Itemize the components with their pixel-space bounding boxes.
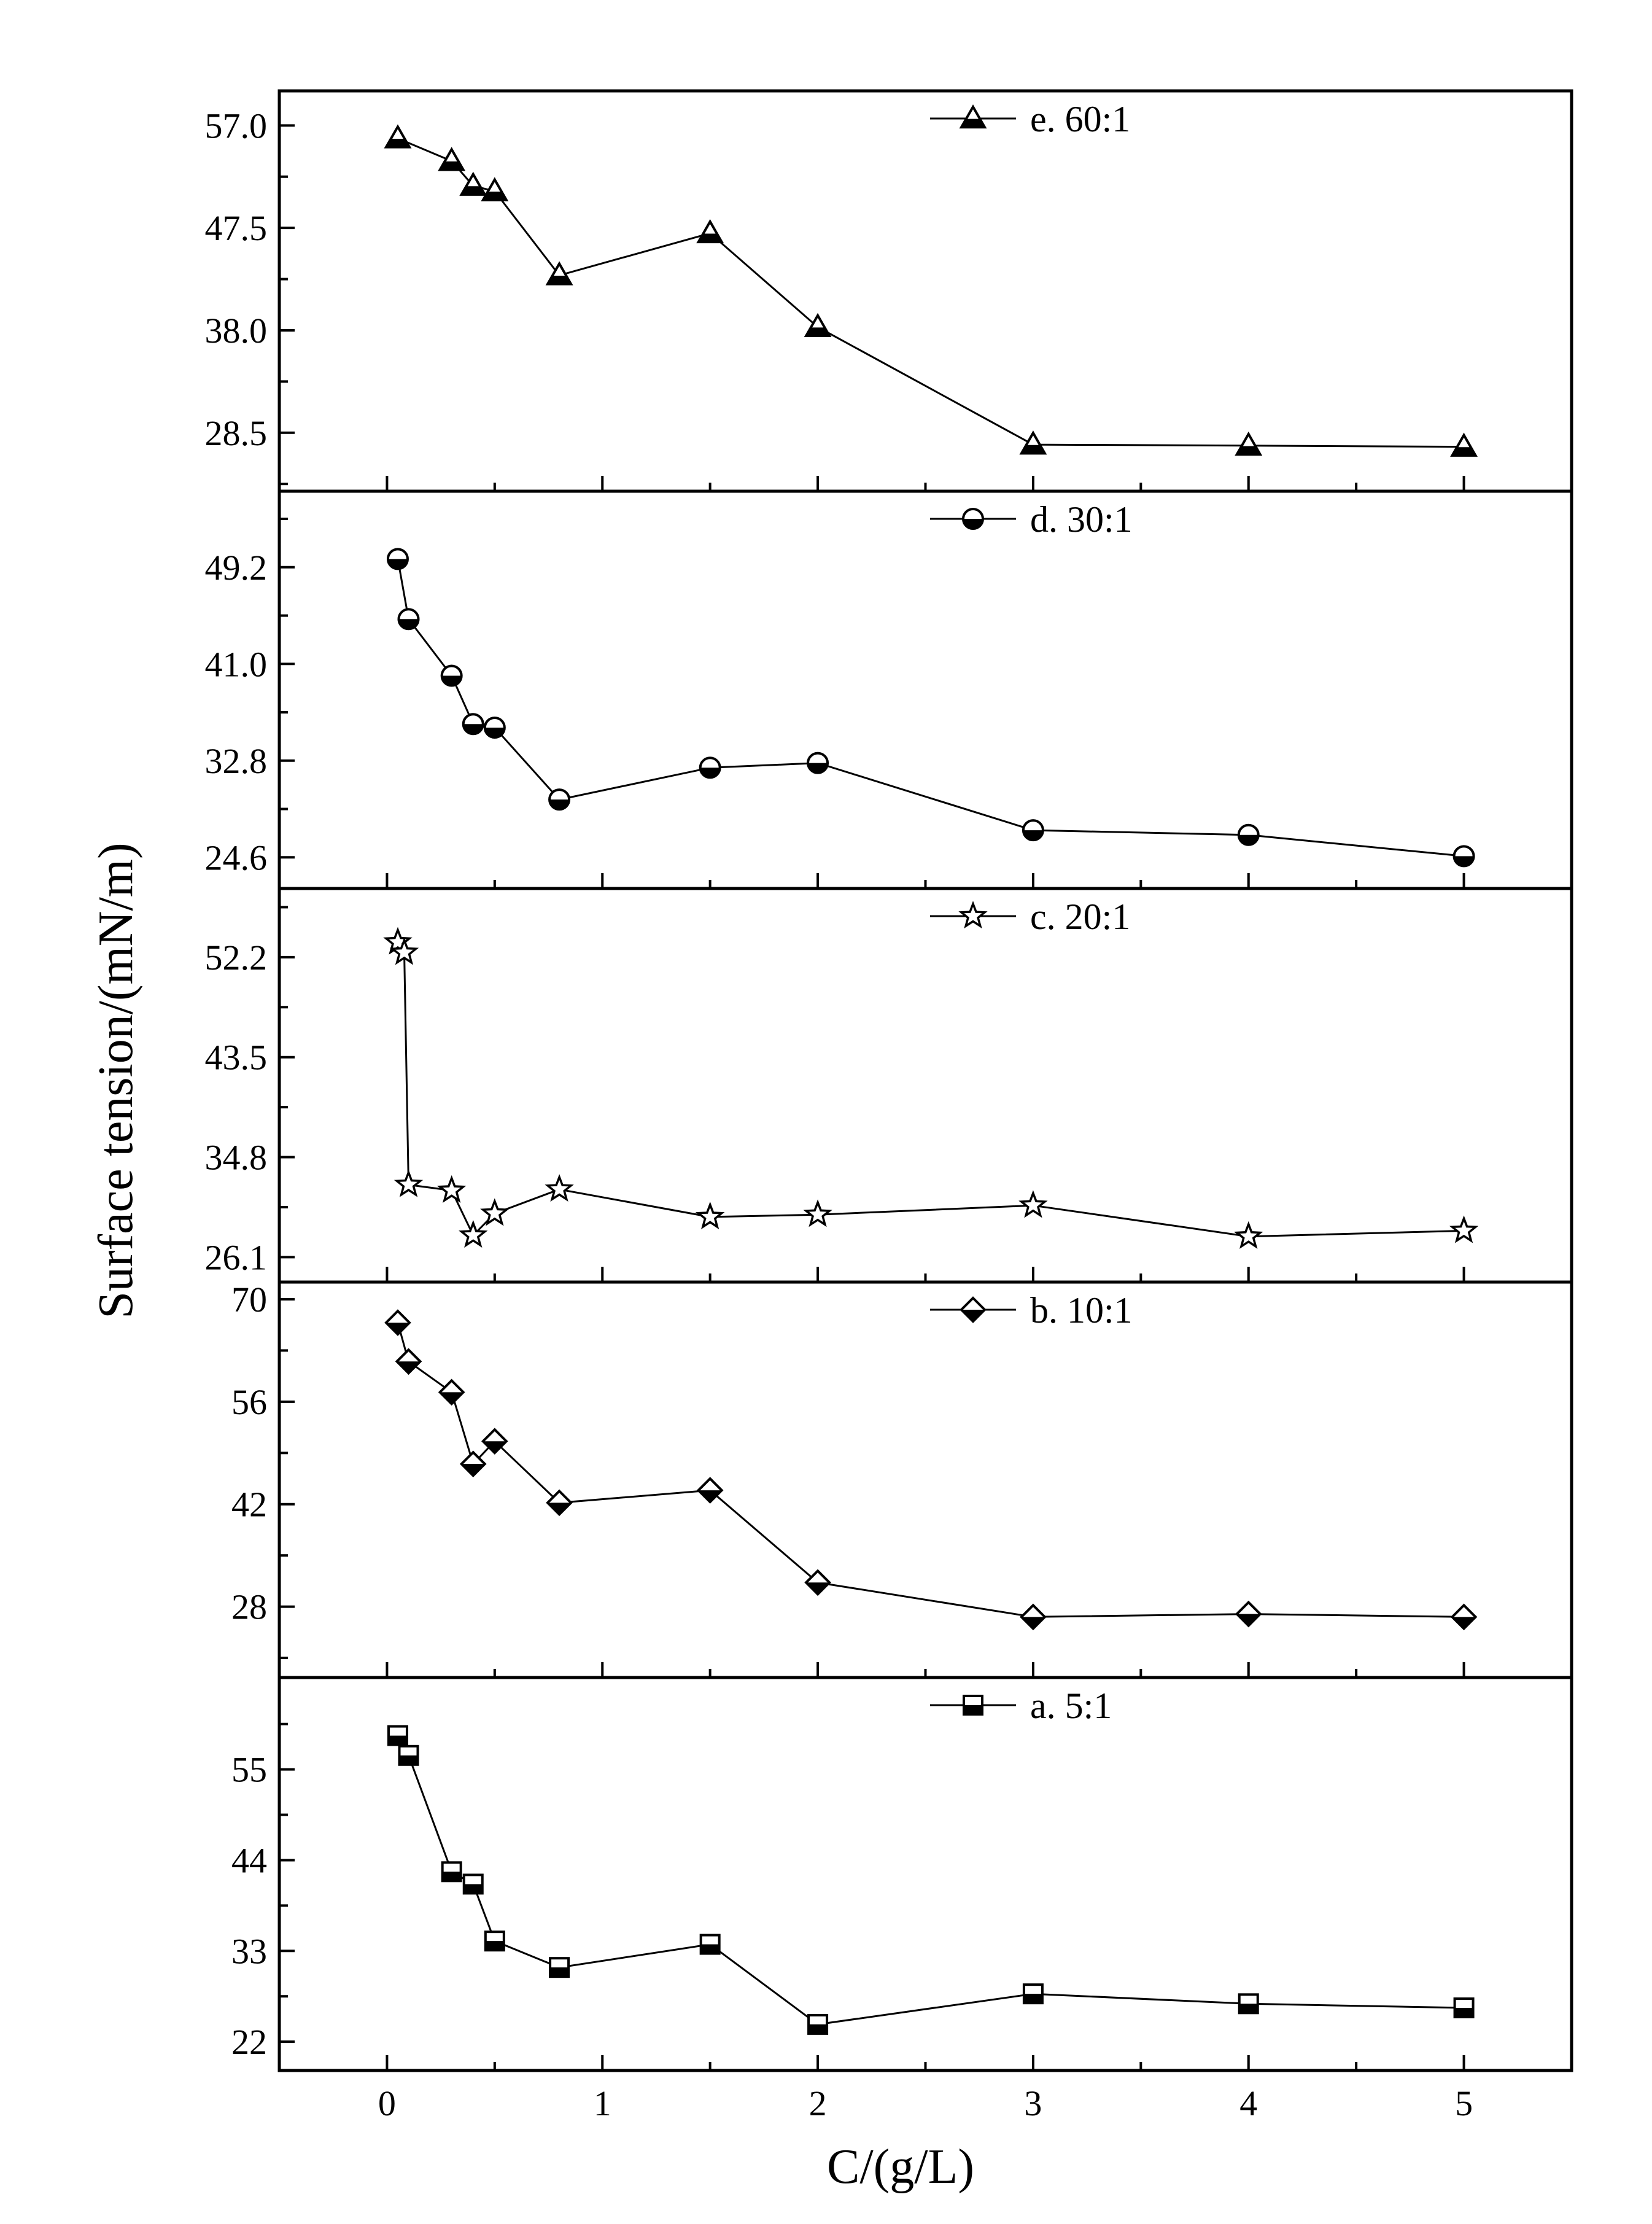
data-point xyxy=(1239,825,1258,845)
y-axis-title: Surface tension/(mN/m) xyxy=(89,842,143,1319)
data-point xyxy=(485,718,505,737)
y-tick-label: 43.5 xyxy=(204,1037,267,1078)
series-line xyxy=(398,138,1464,446)
data-point xyxy=(699,1205,722,1227)
data-point xyxy=(397,1350,421,1373)
data-point xyxy=(1237,434,1260,454)
data-point xyxy=(1239,1994,1258,2013)
data-point xyxy=(486,1932,504,1950)
y-tick-label: 26.1 xyxy=(204,1237,267,1278)
y-tick-label: 57.0 xyxy=(204,106,267,146)
y-tick-label: 47.5 xyxy=(204,208,267,249)
y-tick-label: 28.5 xyxy=(204,413,267,453)
legend-label: b. 10:1 xyxy=(1030,1290,1133,1331)
y-tick-label: 28 xyxy=(231,1587,267,1627)
legend-marker xyxy=(964,1696,982,1714)
legend-marker xyxy=(963,509,983,529)
data-point xyxy=(1455,1999,1473,2017)
x-tick-label: 5 xyxy=(1455,2083,1473,2123)
y-tick-label: 55 xyxy=(231,1749,267,1790)
y-tick-label: 52.2 xyxy=(204,937,267,978)
data-point xyxy=(549,790,569,809)
data-point xyxy=(386,126,409,147)
data-point xyxy=(440,1178,463,1200)
y-tick-label: 41.0 xyxy=(204,644,267,685)
series-line xyxy=(398,559,1464,856)
legend-marker xyxy=(961,107,985,127)
legend-label: c. 20:1 xyxy=(1030,896,1131,937)
panel-triangle xyxy=(205,91,1572,491)
x-axis xyxy=(378,2083,1473,2123)
data-point xyxy=(442,666,462,685)
data-point xyxy=(548,1177,571,1199)
data-point xyxy=(550,1958,568,1977)
data-point xyxy=(806,1202,829,1224)
data-point xyxy=(388,549,408,569)
data-point xyxy=(399,609,419,629)
panel-diamond xyxy=(231,1280,1572,1678)
data-point xyxy=(1454,846,1474,866)
panel-frame xyxy=(279,1282,1572,1678)
data-point xyxy=(1237,1603,1260,1626)
series-line xyxy=(398,1323,1464,1617)
legend-label: e. 60:1 xyxy=(1030,99,1131,139)
panel-star xyxy=(205,888,1572,1282)
legend-marker xyxy=(961,904,985,926)
x-tick-label: 3 xyxy=(1024,2083,1042,2123)
data-point xyxy=(1452,435,1476,456)
data-point xyxy=(700,758,720,777)
data-point xyxy=(386,1311,409,1334)
y-tick-label: 24.6 xyxy=(204,838,267,878)
x-tick-label: 2 xyxy=(809,2083,827,2123)
legend-label: a. 5:1 xyxy=(1030,1685,1112,1726)
y-tick-label: 34.8 xyxy=(204,1137,267,1178)
data-point xyxy=(1452,1218,1476,1240)
data-point xyxy=(808,753,828,773)
y-tick-label: 32.8 xyxy=(204,741,267,781)
data-point xyxy=(699,222,722,242)
x-tick-label: 0 xyxy=(378,2083,396,2123)
data-point xyxy=(1022,433,1045,453)
y-tick-label: 44 xyxy=(231,1840,267,1881)
y-tick-label: 33 xyxy=(231,1931,267,1972)
data-point xyxy=(389,1727,407,1745)
x-tick-label: 4 xyxy=(1239,2083,1258,2123)
data-point xyxy=(701,1935,719,1954)
x-axis-title: C/(g/L) xyxy=(827,2140,974,2194)
data-point xyxy=(1022,1605,1045,1628)
data-point xyxy=(443,1862,461,1881)
data-point xyxy=(1024,1985,1042,2003)
data-point xyxy=(463,714,483,734)
panel-circle xyxy=(205,491,1572,888)
data-point xyxy=(809,2015,827,2034)
chart-panels xyxy=(205,91,1572,2070)
data-point xyxy=(400,1746,418,1765)
y-tick-label: 70 xyxy=(231,1279,267,1320)
data-point xyxy=(440,149,463,169)
data-point xyxy=(440,1380,463,1404)
y-tick-label: 38.0 xyxy=(204,310,267,351)
data-point xyxy=(397,1173,421,1195)
data-point xyxy=(1022,1193,1045,1215)
y-tick-label: 42 xyxy=(231,1484,267,1525)
y-tick-label: 49.2 xyxy=(204,547,267,588)
data-point xyxy=(464,1875,483,1893)
series-line xyxy=(398,1736,1464,2024)
panel-frame xyxy=(279,491,1572,888)
panel-square xyxy=(231,1678,1572,2070)
panel-frame xyxy=(279,91,1572,491)
legend-label: d. 30:1 xyxy=(1030,499,1133,540)
y-tick-label: 22 xyxy=(231,2022,267,2063)
data-point xyxy=(1023,820,1043,840)
data-point xyxy=(483,1201,506,1223)
legend-marker xyxy=(961,1298,985,1321)
y-tick-label: 56 xyxy=(231,1382,267,1422)
data-point xyxy=(1237,1224,1260,1246)
x-tick-label: 1 xyxy=(593,2083,611,2123)
data-point xyxy=(806,316,829,336)
data-point xyxy=(1452,1605,1476,1628)
